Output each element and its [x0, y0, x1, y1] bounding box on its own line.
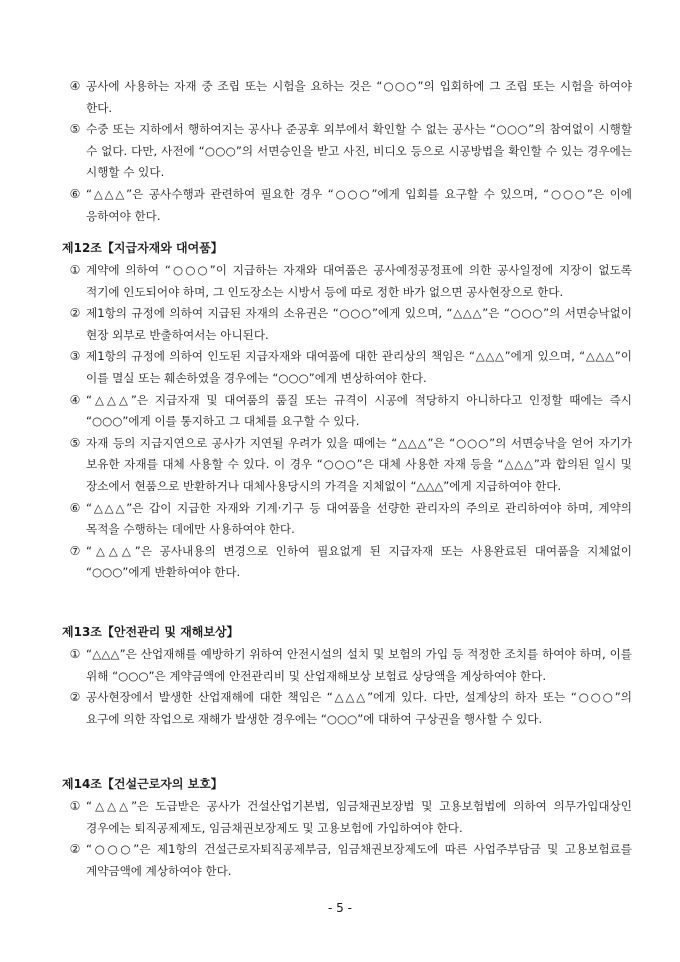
- clause-text: “△△△”은 도급받은 공사가 건설산업기본법, 임금채권보장법 및 고용보험법에 의하여 의무가입대상인 경우에는 퇴직공제제도, 임금채권보장제도 및 고용보험에 가입하여야 한다.: [86, 799, 632, 835]
- clause-item: [62, 433, 632, 498]
- clause-item: [62, 184, 632, 227]
- clause-number: ⑤: [69, 122, 81, 137]
- preceding-clauses: [62, 76, 632, 227]
- clause-text: 공사현장에서 발생한 산업재해에 대한 책임은 “△△△”에게 있다. 다만, 설계상의 하자 또는 “○○○”의 요구에 의한 작업으로 재해가 발생한 경우에는 “○○○”에 대하여 구상권을 행사할 수 있다.: [86, 690, 632, 726]
- clause-text: “△△△”은 공사수행과 관련하여 필요한 경우 “○○○”에게 입회를 요구할 수 있으며, “○○○”은 이에 응하여야 한다.: [86, 186, 632, 223]
- page-number: - 5 -: [328, 901, 352, 915]
- clause-text: “○○○”은 제1항의 건설근로자퇴직공제부금, 임금채권보장제도에 따른 사업주부담금 및 고용보험료를 계약금액에 계상하여야 한다.: [86, 842, 632, 878]
- clause-item: [62, 839, 632, 882]
- clause-text: 계약에 의하여 “○○○”이 지급하는 자재와 대여품은 공사예정공정표에 의한 공사일정에 지장이 없도록 적기에 인도되어야 하며, 그 인도장소는 시방서 등에 따로 정한 바가 없으면 공사현장으로 한다.: [86, 263, 632, 299]
- clause-item: [62, 687, 632, 730]
- clause-item: [62, 644, 632, 687]
- clause-number: ④: [69, 79, 81, 93]
- clause-text: 자재 등의 지급지연으로 공사가 지연될 우려가 있을 때에는 “△△△”은 “○○○”의 서면승낙을 얻어 자기가 보유한 자재를 대체 사용할 수 있다. 이 경우 “○○○”은 대체 사용한 자재 등을 “△△△”과 합의된 일시 및 장소에서 현품으로 반환하거나 대체사용당시의 가격을 지체없이 “△△△”에게 지급하여야 한다.: [86, 435, 632, 493]
- clause-number: ①: [69, 799, 81, 813]
- clause-number: ①: [69, 263, 81, 277]
- clause-text: 제1항의 규정에 의하여 인도된 지급자재와 대여품에 대한 관리상의 책임은 “△△△”에게 있으며, “△△△”이 이를 멸실 또는 훼손하였을 경우에는 “○○○”에게 변상하여야 한다.: [86, 349, 632, 385]
- clause-number: ①: [69, 647, 81, 661]
- clause-number: ②: [69, 690, 81, 705]
- article-14: [62, 774, 632, 882]
- clause-text: 제1항의 규정에 의하여 지급된 자재의 소유권은 “○○○”에게 있으며, “△△△”은 “○○○”의 서면승낙없이 현장 외부로 반출하여서는 아니된다.: [86, 306, 632, 342]
- article-12: [62, 238, 632, 584]
- clause-item: [62, 796, 632, 839]
- clause-number: ②: [69, 842, 81, 857]
- clause-item: [62, 119, 632, 184]
- clause-number: ⑥: [69, 500, 81, 515]
- article-heading: 제13조【안전관리 및 재해보상】: [62, 625, 239, 639]
- article-13: [62, 622, 632, 730]
- clause-item: [62, 303, 632, 346]
- clause-text: “△△△”은 산업재해를 예방하기 위하여 안전시설의 설치 및 보험의 가입 등 적정한 조치를 하여야 하며, 이를 위해 “○○○”은 계약금액에 안전관리비 및 산업재해보상 보험료 상당액을 계상하여야 한다.: [86, 647, 632, 683]
- clause-text: “△△△”은 갑이 지급한 자재와 기계·기구 등 대여품을 선량한 관리자의 주의로 관리하여야 하며, 계약의 목적을 수행하는 데에만 사용하여야 한다.: [86, 500, 632, 537]
- clause-number: ②: [69, 306, 81, 321]
- clause-number: ⑥: [69, 186, 81, 201]
- clause-number: ⑦: [69, 543, 81, 558]
- clause-item: [62, 76, 632, 119]
- clause-item: [62, 346, 632, 389]
- clause-text: 수중 또는 지하에서 행하여지는 공사나 준공후 외부에서 확인할 수 없는 공사는 “○○○”의 참여없이 시행할 수 없다. 다만, 사전에 “○○○”의 서면승인을 받고 사진, 비디오 등으로 시공방법을 확인할 수 있는 경우에는 시행할 수 있다.: [86, 122, 632, 180]
- clause-text: “△△△”은 지급자재 및 대여품의 품질 또는 규격이 시공에 적당하지 아니하다고 인정할 때에는 즉시 “○○○”에게 이를 통지하고 그 대체를 요구할 수 있다.: [86, 392, 632, 429]
- clause-item: [62, 260, 632, 303]
- clause-number: ⑤: [69, 435, 81, 450]
- clause-number: ④: [69, 392, 81, 407]
- clause-text: “△△△”은 공사내용의 변경으로 인하여 필요없게 된 지급자재 또는 사용완료된 대여품을 지체없이 “○○○”에게 반환하여야 한다.: [86, 543, 632, 580]
- clause-item: [62, 390, 632, 433]
- clause-item: [62, 541, 632, 584]
- clause-text: 공사에 사용하는 자재 중 조립 또는 시험을 요하는 것은 “○○○”의 입회하에 그 조립 또는 시험을 하여야 한다.: [86, 79, 632, 115]
- article-heading: 제12조【지급자재와 대여품】: [62, 241, 223, 255]
- article-heading: 제14조【건설근로자의 보호】: [62, 777, 223, 791]
- clause-item: [62, 498, 632, 541]
- clause-number: ③: [69, 349, 81, 364]
